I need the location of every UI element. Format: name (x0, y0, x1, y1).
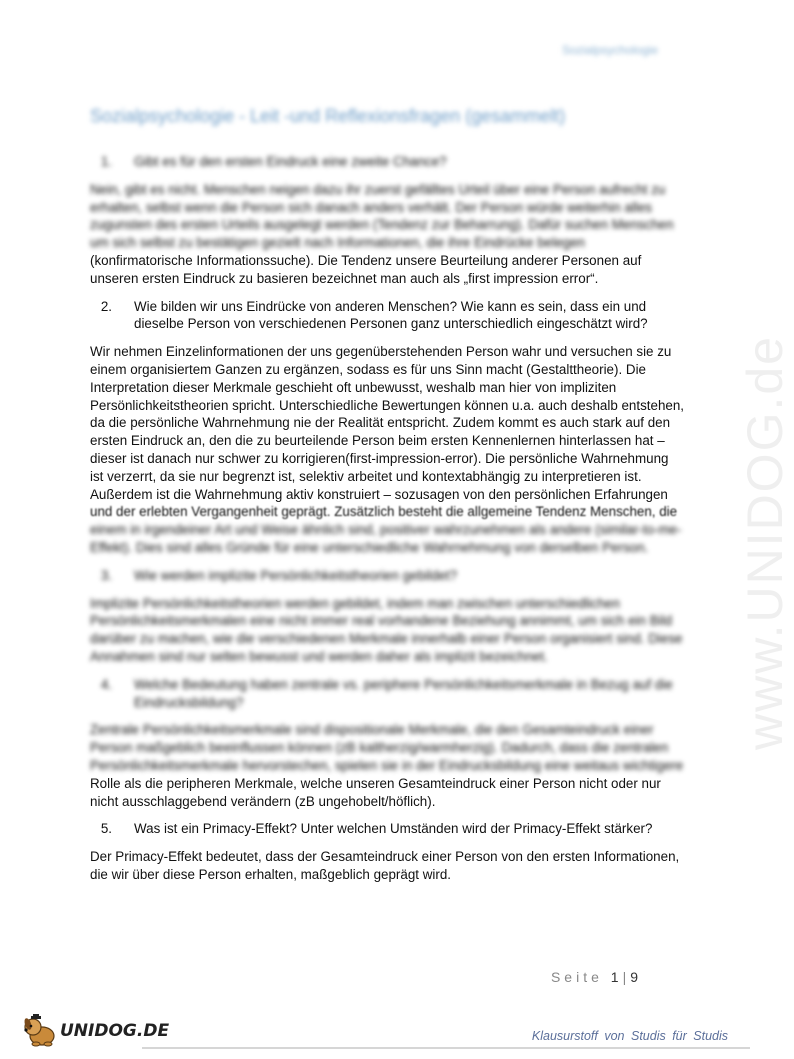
question-text: dieselbe Person von verschiedenen Personen ganz unterschiedlich eingeschätzt wird? (134, 316, 648, 332)
question-text: Was ist ein Primacy-Effekt? Unter welchen Umständen wird der Primacy-Effekt stärker? (134, 821, 653, 837)
question-text: Welche Bedeutung haben zentrale vs. periphere Persönlichkeitsmerkmale in Bezug auf die (134, 676, 673, 692)
answer-line: da die persönliche Wahrnehmung nie der Realität entspricht. Zudem kommt es auch stark auf den (90, 415, 671, 431)
answer-line: einem in irgendeiner Art und Weise ähnlich sind, positiver wahrzunehmen als andere (similar-to-me- (90, 522, 682, 538)
question-2 (90, 298, 660, 334)
question-number: 3. (100, 567, 112, 583)
answer-line: die wir über diese Person erhalten, maßgeblich geprägt wird. (90, 866, 451, 882)
answer-line: Außerdem ist die Wahrnehmung aktiv konstruiert – sozusagen von den persönlichen Erfahrungen (90, 486, 668, 502)
answer-line: dieser ist danach nur schwer zu korrigieren(first-impression-error). Die persönliche Wahrnehmung (90, 450, 669, 466)
question-text: Gibt es für den ersten Eindruck eine zweite Chance? (134, 154, 447, 169)
page-label: Seite (550, 969, 603, 985)
answer-line: einem organisiertem Ganzen zu ergänzen, sodass es für uns Sinn macht (Gestalttheorie). Die (90, 361, 646, 377)
answer-line: Interpretation dieser Merkmale geschieht oft unbewusst, weshalb man hier von impliziten (90, 379, 617, 395)
answer-line: darüber zu machen, wie die verschiedenen Merkmale innerhalb einer Person organisiert sind. Diese (90, 631, 683, 647)
answer-line: Nein, gibt es nicht. Menschen neigen dazu ihr zuerst gefälltes Urteil über eine Person aufrecht zu (90, 181, 666, 197)
answer-line: nicht ausschlaggebend verändern (zB ungehobelt/höflich). (90, 793, 436, 809)
question-number: 1. (100, 154, 112, 169)
answer-line: zugunsten des ersten Urteils ausgelegt werden (Tendenz zur Beharrung). Dafür suchen Menschen (90, 217, 674, 233)
question-number: 4. (100, 676, 112, 692)
answer-line: Der Primacy-Effekt bedeutet, dass der Gesamteindruck einer Person von den ersten Informationen, (90, 849, 680, 865)
watermark-text: www.UNIDOG.de (737, 335, 793, 750)
watermark (694, 240, 793, 750)
footer-divider (142, 1047, 750, 1049)
answer-line: Person maßgeblich beeinflussen können (zB kaltherzig/warmherzig). Dadurch, dass die zentralen (90, 740, 669, 756)
answer-line: Implizite Persönlichkeitstheorien werden gebildet, indem man zwischen unterschiedlichen (90, 595, 620, 611)
footer-brand: UNIDOG.DE (60, 1021, 170, 1041)
question-4 (90, 676, 673, 712)
answer-line: und der erlebten Vergangenheit geprägt. Zusätzlich besteht die allgemeine Tendenz Menschen, die (90, 504, 678, 520)
answer-line: Annahmen sind nur selten bewusst und werden daher als implizit bezeichnet. (90, 648, 548, 664)
answer-line: unseren ersten Eindruck zu basieren bezeichnet man auch als „first impression error“. (90, 270, 599, 286)
answer-5 (90, 848, 680, 884)
answer-line: ist verzerrt, da sie nur begrenzt ist, selektiv arbeitet und kontextabhängig zu interpretieren ist. (90, 468, 642, 484)
answer-1 (90, 181, 674, 288)
page-current: 1 (610, 969, 623, 985)
answer-line: Zentrale Persönlichkeitsmerkmale sind dispositionale Merkmale, die den Gesamteindruck einer (90, 722, 654, 738)
answer-line: Rolle als die peripheren Merkmale, welche unseren Gesamteindruck einer Person nicht oder nur (90, 775, 661, 791)
question-text: Eindrucksbildung? (134, 694, 244, 710)
answer-line: Persönlichkeitsmerkmalen eine nicht immer real vorhandene Beziehung annimmt, um sich ein Bild (90, 613, 673, 629)
question-number: 2. (100, 298, 112, 314)
answer-line: Persönlichkeitstheorien spricht. Unterschiedliche Bewertungen können u.a. auch deshalb entstehen, (90, 397, 685, 413)
question-text: Wie werden implizite Persönlichkeitstheorien gebildet? (134, 567, 458, 583)
question-number: 5. (100, 821, 112, 837)
answer-3 (90, 595, 683, 666)
answer-line: um sich selbst zu bestätigen gezielt nach Informationen, die ihre Eindrücke belegen (90, 235, 586, 251)
answer-line: Effekt). Dies sind alles Gründe für eine unterschiedliche Wahrnehmung von derselben Person. (90, 539, 649, 555)
footer-logo (22, 1014, 169, 1048)
page-separator: | (622, 969, 631, 985)
running-header: Sozialpsychologie (561, 43, 658, 57)
answer-2 (90, 343, 685, 557)
answer-4 (90, 721, 684, 810)
question-1 (90, 153, 660, 171)
question-5 (90, 820, 660, 838)
question-3 (90, 567, 660, 585)
document-body (90, 153, 685, 894)
answer-line: erhalten, selbst wenn die Person sich danach anders verhält. Der Person würde weiterhin alles (90, 199, 652, 215)
answer-line: Persönlichkeitsmerkmale hervorstechen, spielen sie in der Eindrucksbildung eine weitaus wichtigere (90, 757, 684, 773)
answer-line: (konfirmatorische Informationssuche). Die Tendenz unsere Beurteilung anderer Personen auf (90, 252, 642, 268)
answer-line: Wir nehmen Einzelinformationen der uns gegenüberstehenden Person wahr und versuchen sie zu (90, 344, 672, 360)
question-text: Wie bilden wir uns Eindrücke von anderen Menschen? Wie kann es sein, dass ein und (134, 298, 647, 314)
page-total: 9 (630, 969, 642, 985)
answer-line: ersten Eindruck an, den die zu beurteilende Person beim ersten Kennenlernen hinterlassen hat – (90, 433, 665, 449)
dog-mascot-icon (22, 1014, 58, 1048)
footer-slogan: Klausurstoff von Studis für Studis (531, 1029, 728, 1043)
page-number (551, 969, 642, 985)
document-title: Sozialpsychologie - Leit -und Reflexionsfragen (gesammelt) (90, 106, 566, 126)
